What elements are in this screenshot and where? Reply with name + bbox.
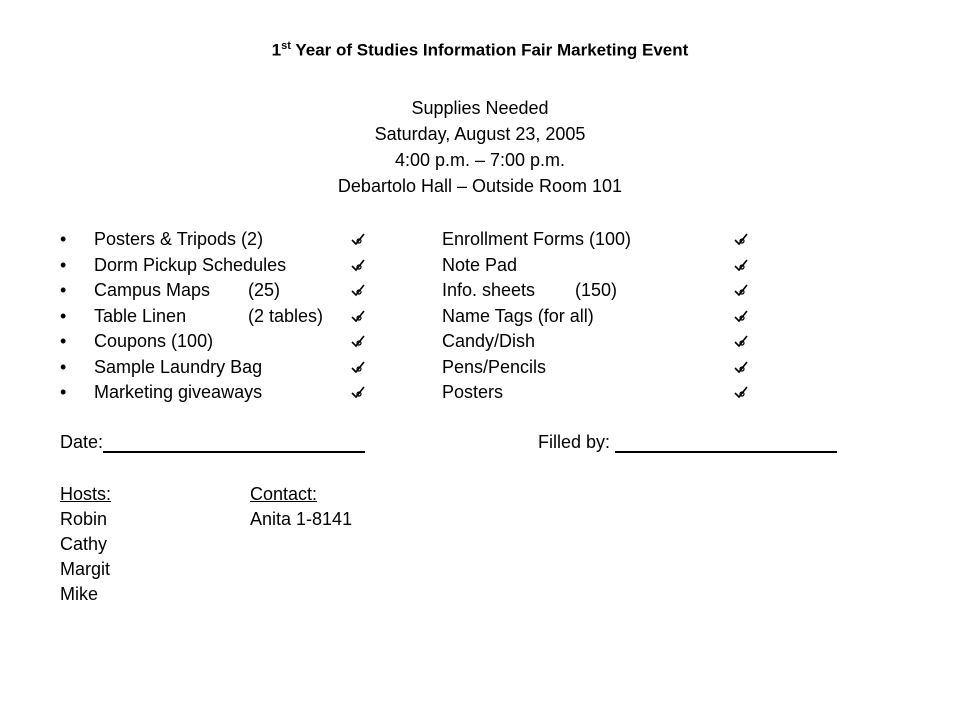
checkmark-icon[interactable] (350, 257, 366, 273)
host-name: Mike (60, 584, 99, 604)
left-item-name: Campus Maps (94, 280, 211, 300)
checkmark-icon[interactable] (733, 282, 749, 298)
host-name: Cathy (60, 534, 108, 554)
bullet-point: • (60, 280, 67, 300)
filled-by-field[interactable] (538, 432, 837, 453)
right-item-name: Note Pad (442, 254, 518, 275)
date-line[interactable] (103, 433, 365, 453)
item-quantity: (2 tables) (248, 305, 324, 326)
checkmark-icon[interactable] (350, 282, 366, 298)
checkmark-icon[interactable] (733, 231, 749, 247)
event-location: Debartolo Hall – Outside Room 101 (337, 176, 623, 196)
date-field[interactable] (60, 432, 365, 453)
bullet-point: • (60, 305, 67, 326)
date-label: Date: (60, 432, 104, 452)
item-quantity: (150) (575, 280, 618, 300)
bullet-point: • (60, 229, 67, 249)
contact-header: Contact: (250, 484, 318, 504)
host-name: Robin (60, 509, 108, 529)
document-title: 1st Year of Studies Information Fair Marketing Event (271, 40, 689, 60)
right-item-name: Name Tags (for all) (442, 305, 594, 326)
bullet-point: • (60, 254, 67, 275)
checkmark-icon[interactable] (733, 257, 749, 273)
item-quantity: (25) (248, 280, 281, 300)
right-item-name: Info. sheets (442, 280, 536, 300)
hosts-header: Hosts: (60, 484, 112, 504)
right-item-name: Posters (442, 382, 504, 402)
filled-by-label: Filled by: (538, 432, 611, 452)
left-item-name: Sample Laundry Bag (94, 356, 263, 377)
bullet-point: • (60, 356, 67, 377)
left-item-name: Dorm Pickup Schedules (94, 254, 287, 275)
bullet-point: • (60, 331, 67, 351)
left-item-name: Coupons (100) (94, 331, 214, 351)
checkmark-icon[interactable] (733, 308, 749, 324)
checkmark-icon[interactable] (350, 308, 366, 324)
checkmark-icon[interactable] (350, 231, 366, 247)
right-item-name: Candy/Dish (442, 331, 536, 351)
contact-person: Anita 1-8141 (250, 509, 353, 529)
event-time: 4:00 p.m. – 7:00 p.m. (394, 150, 566, 170)
checkmark-icon[interactable] (350, 384, 366, 400)
event-date: Saturday, August 23, 2005 (374, 124, 586, 144)
checkmark-icon[interactable] (350, 333, 366, 349)
host-name: Margit (60, 559, 111, 579)
filled-by-line[interactable] (615, 433, 837, 453)
right-item-name: Pens/Pencils (442, 356, 547, 377)
left-item-name: Posters & Tripods (2) (94, 229, 264, 249)
checkmark-icon[interactable] (733, 384, 749, 400)
right-item-name: Enrollment Forms (100) (442, 229, 632, 249)
left-item-name: Marketing giveaways (94, 382, 263, 402)
checkmark-icon[interactable] (733, 359, 749, 375)
checkmark-icon[interactable] (733, 333, 749, 349)
checkmark-icon[interactable] (350, 359, 366, 375)
bullet-point: • (60, 382, 67, 402)
left-item-name: Table Linen (94, 305, 187, 326)
supplies-needed-heading: Supplies Needed (411, 98, 549, 118)
